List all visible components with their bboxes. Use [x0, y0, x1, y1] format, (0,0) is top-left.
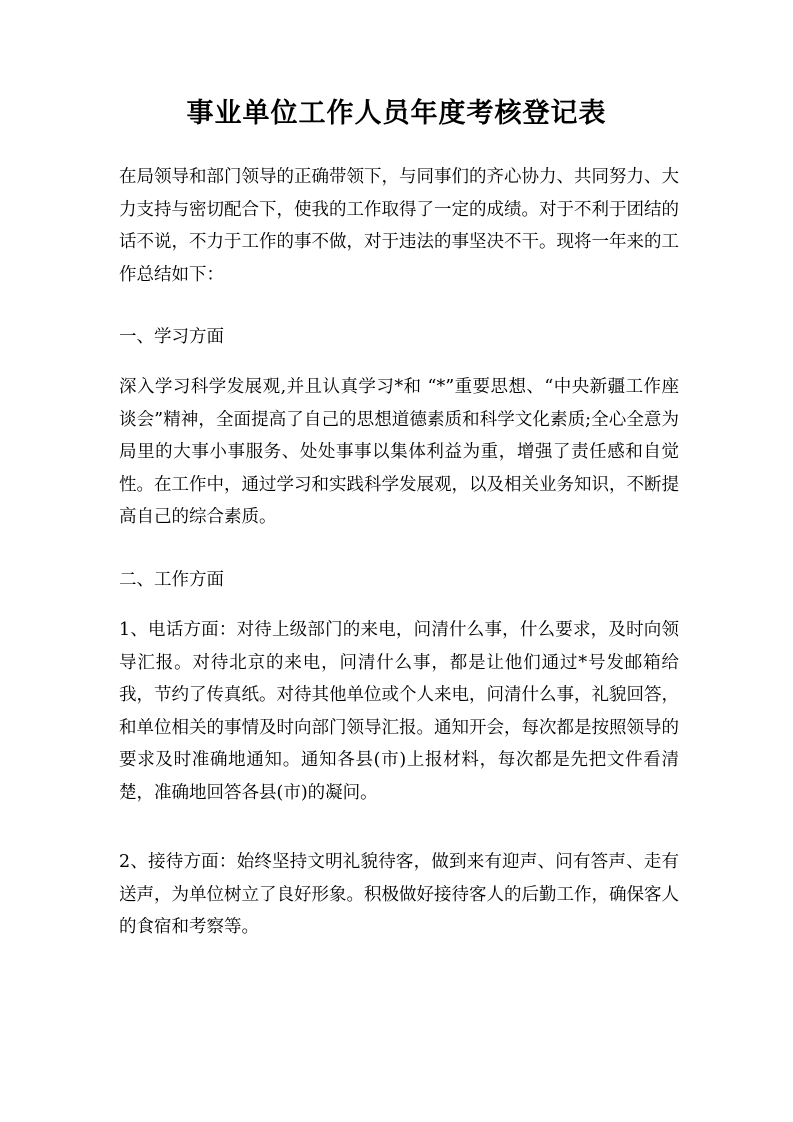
study-paragraph: 深入学习科学发展观,并且认真学习*和 “*”重要思想、“中央新疆工作座谈会”精神，全面提高了自己的思想道德素质和科学文化素质;全心全意为局里的大事小事服务、处处事事以集体利益为重，增强了责任感和自觉性。在工作中，通过学习和实践科学发展观，以及相关业务知识，不断提高自己的综合素质。 — [119, 377, 679, 528]
section-heading-study: 一、学习方面 — [119, 327, 224, 347]
section-heading-work: 二、工作方面 — [119, 570, 224, 590]
intro-paragraph: 在局领导和部门领导的正确带领下，与同事们的齐心协力、共同努力、大力支持与密切配合下，使我的工作取得了一定的成绩。对于不利于团结的话不说，不力于工作的事不做，对于违法的事坚决不干。现将一年来的工作总结如下： — [119, 167, 679, 285]
phone-paragraph: 1、电话方面：对待上级部门的来电，问清什么事，什么要求，及时向领导汇报。对待北京的来电，问清什么事，都是让他们通过*号发邮箱给我，节约了传真纸。对待其他单位或个人来电，问清什么事，礼貌回答，和单位相关的事情及时向部门领导汇报。通知开会，每次都是按照领导的要求及时准确地通知。通知各县(市)上报材料，每次都是先把文件看清楚，准确地回答各县(市)的凝问。 — [119, 620, 679, 803]
reception-paragraph: 2、接待方面：始终坚持文明礼貌待客，做到来有迎声、问有答声、走有送声，为单位树立了良好形象。积极做好接待客人的后勤工作，确保客人的食宿和考察等。 — [119, 852, 679, 938]
document-title: 事业单位工作人员年度考核登记表 — [186, 98, 607, 129]
